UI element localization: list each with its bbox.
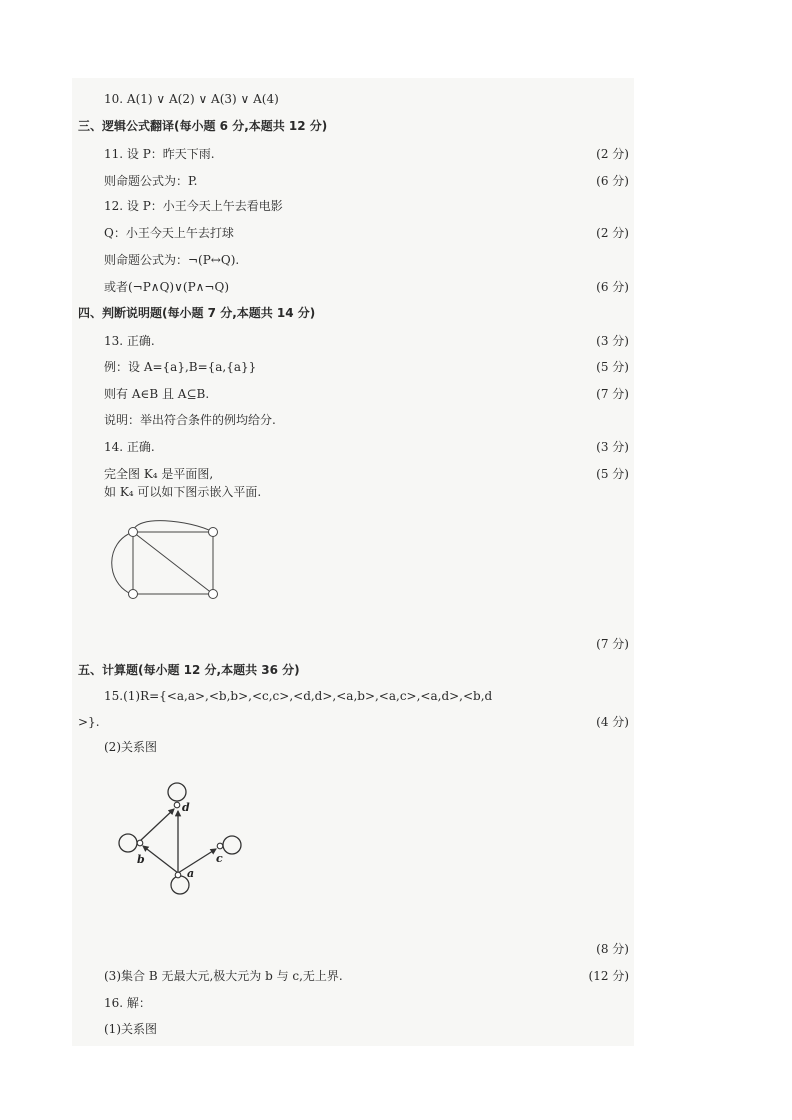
answer-10: 10. A(1) ∨ A(2) ∨ A(3) ∨ A(4): [104, 92, 279, 106]
answer-11: 11. 设 P：昨天下雨. (2 分): [0, 144, 792, 164]
edge-b-d: [140, 809, 174, 841]
score: (2 分): [596, 147, 629, 161]
vertex-a: [175, 872, 181, 878]
loop-b: [119, 834, 137, 852]
answer-12-q: Q：小王今天上午去打球 (2 分): [0, 223, 792, 243]
score: (6 分): [596, 280, 629, 294]
score: (6 分): [596, 174, 629, 188]
answer-15-end: >}. (4 分): [0, 712, 792, 732]
k4-planar-figure: [95, 512, 235, 612]
answer-15-part3: (3)集合 B 无最大元,极大元为 b 与 c,无上界. (12 分): [0, 966, 792, 986]
answer-16-part1: (1)关系图: [104, 1022, 157, 1036]
vertex-d: [174, 802, 180, 808]
vertex-b: [137, 840, 143, 846]
answer-12: 12. 设 P：小王今天上午去看电影: [104, 199, 283, 213]
label-c: c: [216, 852, 223, 865]
answer-14-figure-score: [0, 634, 792, 654]
score: (4 分): [596, 715, 629, 729]
k4-edge-diagonal: [133, 532, 213, 594]
answer-15-part2: (2)关系图: [104, 740, 157, 754]
label-a: a: [187, 867, 195, 880]
answer-14-embed: 如 K₄ 可以如下图示嵌入平面.: [104, 485, 262, 499]
loop-c: [223, 836, 241, 854]
relation-graph-figure: [110, 775, 260, 905]
loop-d: [168, 783, 186, 801]
answer-15-figure-score: [0, 939, 792, 959]
k4-vertex: [209, 528, 218, 537]
answer-13-result: 则有 A∈B 且 A⊆B. (7 分): [0, 384, 792, 404]
k4-vertex: [129, 528, 138, 537]
section-5-heading: 五、计算题(每小题 12 分,本题共 36 分): [78, 663, 300, 677]
score: (2 分): [596, 226, 629, 240]
vertex-c: [217, 843, 223, 849]
answer-14: 14. 正确. (3 分): [0, 437, 792, 457]
answer-15: 15.(1)R={<a,a>,<b,b>,<c,c>,<d,d>,<a,b>,<a,c>,<a,d>,<b,d: [104, 689, 493, 703]
k4-vertex: [209, 590, 218, 599]
label-b: b: [137, 853, 145, 866]
score: (3 分): [596, 440, 629, 454]
answer-12-formula: 则命题公式为：¬(P↔Q).: [104, 253, 240, 267]
edge-a-b: [143, 846, 178, 873]
answer-12-alt: 或者(¬P∧Q)∨(P∧¬Q) (6 分): [0, 277, 792, 297]
answer-13-note: 说明：举出符合条件的例均给分.: [104, 413, 276, 427]
section-4-heading: 四、判断说明题(每小题 7 分,本题共 14 分): [78, 306, 316, 320]
score: (7 分): [596, 637, 629, 651]
answer-16: 16. 解：: [104, 996, 151, 1010]
score: (7 分): [596, 387, 629, 401]
label-d: d: [182, 801, 190, 814]
k4-vertex: [129, 590, 138, 599]
answer-13: 13. 正确. (3 分): [0, 331, 792, 351]
score: (3 分): [596, 334, 629, 348]
answer-14-claim: 完全图 K₄ 是平面图, (5 分): [0, 464, 792, 484]
score: (5 分): [596, 467, 629, 481]
score: (8 分): [596, 942, 629, 956]
score: (12 分): [588, 969, 629, 983]
edge-a-c: [178, 849, 216, 873]
section-3-heading: 三、逻辑公式翻译(每小题 6 分,本题共 12 分): [78, 119, 328, 133]
answer-13-example: 例：设 A={a},B={a,{a}} (5 分): [0, 357, 792, 377]
answer-11-formula: 则命题公式为：P. (6 分): [0, 171, 792, 191]
score: (5 分): [596, 360, 629, 374]
